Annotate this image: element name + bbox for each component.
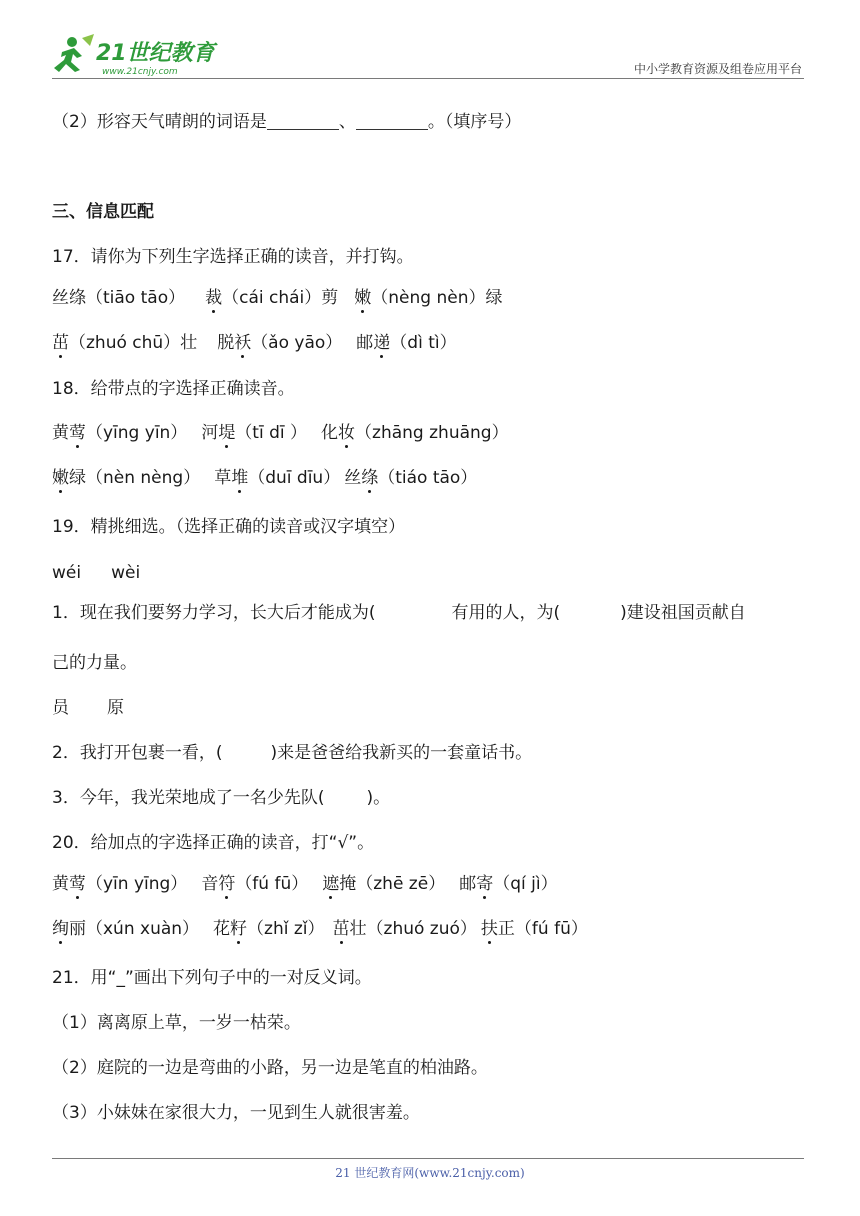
- question-16-part-2: （2）形容天气晴朗的词语是 、 。（填序号）: [52, 112, 522, 132]
- question-21-item-2: （2）庭院的一边是弯曲的小路，另一边是笔直的柏油路。: [52, 1058, 488, 1078]
- question-18-row-2: 嫩绿（nèn nèng） 草堆（duī dīu） 丝绦（tiáo tāo）: [52, 468, 478, 488]
- question-19-options-1: wéi wèi: [52, 563, 141, 583]
- question-20-row-1: 黄莺（yīn yīng） 音符（fú fū） 遮掩（zhē zē） 邮寄（qí jì）: [52, 874, 558, 894]
- logo-url: www.21cnjy.com: [102, 67, 178, 77]
- answer-blank[interactable]: [356, 111, 428, 130]
- question-17: 17．请你为下列生字选择正确的读音，并打钩。: [52, 247, 414, 267]
- question-18-row-1: 黄莺（yīng yīn） 河堤（tī dī ） 化妆（zhāng zhuāng）: [52, 423, 509, 443]
- question-17-row-2: 茁（zhuó chū）壮 脱袄（ǎo yāo） 邮递（dì tì）: [52, 333, 457, 353]
- question-19-options-2: 员 原: [52, 698, 124, 718]
- question-19: 19．精挑细选。（选择正确的读音或汉字填空）: [52, 517, 406, 537]
- question-21: 21．用“_”画出下列句子中的一对反义词。: [52, 968, 372, 988]
- question-20: 20．给加点的字选择正确的读音，打“√”。: [52, 833, 375, 853]
- answer-blank[interactable]: [267, 111, 339, 130]
- site-description: 中小学教育资源及组卷应用平台: [633, 62, 802, 76]
- question-18: 18．给带点的字选择正确读音。: [52, 379, 295, 399]
- section-heading: 三、信息匹配: [52, 202, 154, 222]
- question-20-row-2: 绚丽（xún xuàn） 花籽（zhǐ zǐ） 茁壮（zhuó zuó） 扶正（fú fū）: [52, 919, 588, 939]
- question-19-sentence-1-cont: 己的力量。: [52, 653, 137, 673]
- question-19-sentence-2: 2．我打开包裹一看，( )来是爸爸给我新买的一套童话书。: [52, 743, 533, 763]
- footer-divider: [52, 1158, 804, 1159]
- question-19-sentence-1: 1．现在我们要努力学习，长大后才能成为( 有用的人，为( )建设祖国贡献自: [52, 603, 746, 623]
- question-21-item-3: （3）小妹妹在家很大力，一见到生人就很害羞。: [52, 1103, 420, 1123]
- question-19-sentence-3: 3．今年，我光荣地成了一名少先队( )。: [52, 788, 391, 808]
- header-divider: [52, 78, 804, 79]
- logo-text: 21世纪教育: [96, 41, 215, 66]
- question-21-item-1: （1）离离原上草，一岁一枯荣。: [52, 1013, 301, 1033]
- question-17-row-1: 丝绦（tiāo tāo） 裁（cái chái）剪 嫩（nèng nèn）绿: [52, 288, 503, 308]
- site-logo: [44, 30, 224, 78]
- footer-text: 21 世纪教育网(www.21cnjy.com): [335, 1166, 525, 1180]
